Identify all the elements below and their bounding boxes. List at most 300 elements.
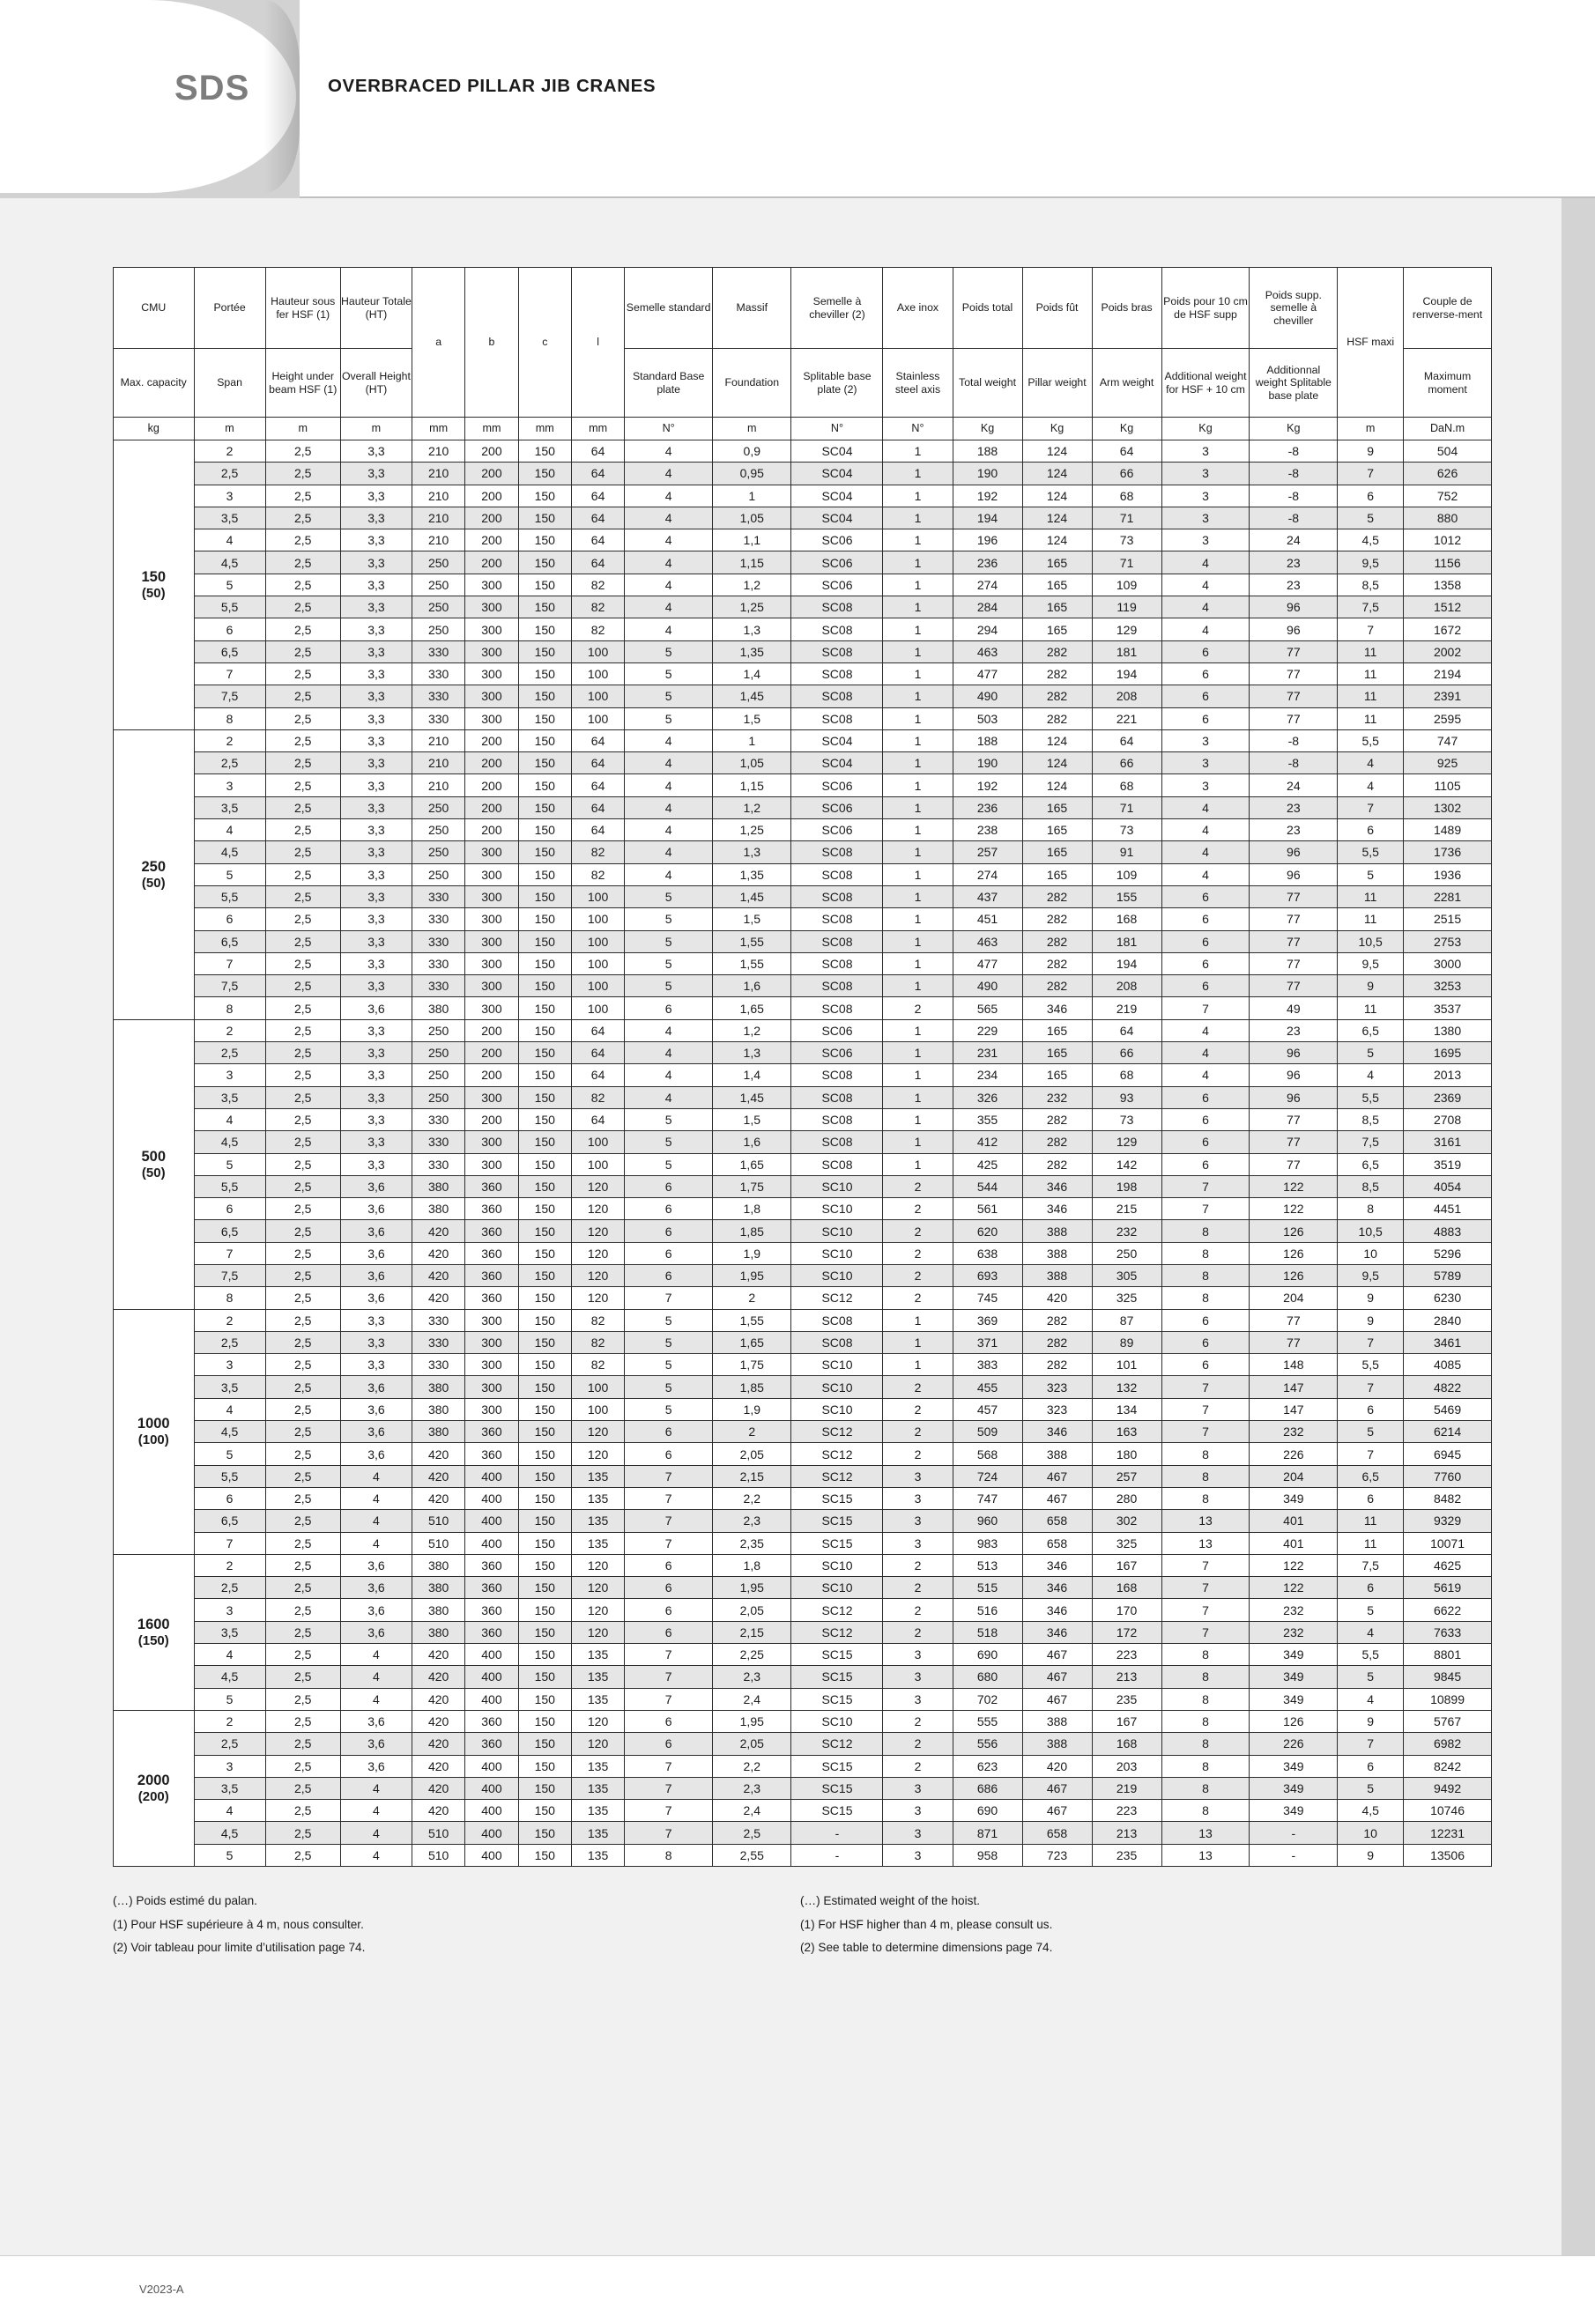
table-cell: 1 (883, 863, 953, 885)
table-cell: 4 (625, 1086, 713, 1108)
table-cell: 4 (1161, 796, 1250, 818)
table-cell: 23 (1250, 1019, 1338, 1041)
table-cell: 4,5 (194, 841, 265, 863)
table-cell: 2,5 (265, 1131, 340, 1153)
table-cell: 463 (953, 930, 1022, 952)
table-cell: 1 (883, 1086, 953, 1108)
table-cell: 1 (883, 819, 953, 841)
table-cell: 4 (625, 819, 713, 841)
table-cell: 7 (1338, 796, 1404, 818)
table-cell: 3 (883, 1487, 953, 1509)
table-cell: 250 (412, 841, 464, 863)
table-cell: 213 (1092, 1666, 1161, 1688)
table-cell: 8,5 (1338, 1175, 1404, 1197)
table-cell: 13 (1161, 1510, 1250, 1532)
table-cell: 463 (953, 640, 1022, 662)
table-cell: 64 (571, 796, 624, 818)
table-cell: 64 (571, 551, 624, 574)
table-cell: 2,5 (265, 1331, 340, 1353)
table-cell: SC08 (791, 707, 883, 729)
table-cell: 1156 (1404, 551, 1492, 574)
table-cell: 68 (1092, 485, 1161, 507)
table-cell: 1 (883, 729, 953, 751)
table-cell: 1,8 (713, 1198, 791, 1220)
table-cell: 4 (1338, 1688, 1404, 1710)
table-cell: 513 (953, 1554, 1022, 1576)
table-cell: 124 (1022, 463, 1092, 485)
table-cell: 3 (883, 1777, 953, 1799)
table-cell: 210 (412, 507, 464, 529)
table-cell: 4 (194, 1644, 265, 1666)
table-cell: 1 (883, 1064, 953, 1086)
table-cell: SC10 (791, 1354, 883, 1376)
table-row (114, 1822, 1492, 1844)
table-cell: 300 (465, 997, 518, 1019)
table-cell: 77 (1250, 1131, 1338, 1153)
table-cell: 4 (1161, 841, 1250, 863)
table-cell: 3,6 (340, 1733, 412, 1755)
table-cell: 745 (953, 1287, 1022, 1309)
table-cell: 2595 (1404, 707, 1492, 729)
table-cell: 135 (571, 1755, 624, 1777)
table-cell: 2,5 (265, 1710, 340, 1732)
table-cell: 3,6 (340, 1554, 412, 1576)
table-cell: 4 (625, 551, 713, 574)
table-cell: 400 (465, 1777, 518, 1799)
table-row (114, 1175, 1492, 1197)
th-armweight-en: Arm weight (1092, 349, 1161, 418)
table-cell: 4085 (1404, 1354, 1492, 1376)
table-cell: 2 (883, 1421, 953, 1443)
table-cell: 6 (1161, 1331, 1250, 1353)
table-cell: 5 (625, 1131, 713, 1153)
table-cell: 168 (1092, 1733, 1161, 1755)
table-cell: 2,5 (265, 1554, 340, 1576)
table-cell: 226 (1250, 1733, 1338, 1755)
table-cell: 232 (1250, 1621, 1338, 1643)
table-cell: 330 (412, 707, 464, 729)
table-cell: 282 (1022, 662, 1092, 685)
table-cell: 3,3 (340, 551, 412, 574)
table-cell: 8 (1161, 1242, 1250, 1264)
table-cell: 1,45 (713, 685, 791, 707)
table-cell: 236 (953, 551, 1022, 574)
table-row (114, 1844, 1492, 1866)
table-cell: 5 (625, 952, 713, 974)
table-cell: 1,55 (713, 1309, 791, 1331)
table-cell: 120 (571, 1710, 624, 1732)
table-cell: 2,5 (265, 796, 340, 818)
table-cell: 2194 (1404, 662, 1492, 685)
table-cell: 203 (1092, 1755, 1161, 1777)
table-row (114, 1443, 1492, 1465)
header-white-lobe (0, 0, 296, 193)
table-cell: 3 (1161, 440, 1250, 463)
table-cell: 147 (1250, 1398, 1338, 1420)
table-cell: 96 (1250, 1064, 1338, 1086)
table-cell: 3,6 (340, 1287, 412, 1309)
table-cell: 2,3 (713, 1777, 791, 1799)
table-cell: 7 (1161, 1621, 1250, 1643)
table-cell: 210 (412, 463, 464, 485)
table-cell: 5789 (1404, 1264, 1492, 1286)
table-cell: 8 (1161, 1733, 1250, 1755)
table-cell: 8 (1161, 1443, 1250, 1465)
table-cell: 82 (571, 1331, 624, 1353)
table-cell: 369 (953, 1309, 1022, 1331)
table-cell: 11 (1338, 885, 1404, 907)
table-cell: 388 (1022, 1443, 1092, 1465)
table-cell: 124 (1022, 752, 1092, 774)
table-cell: 229 (953, 1019, 1022, 1041)
table-cell: 2,5 (265, 1220, 340, 1242)
table-cell: 6 (194, 908, 265, 930)
table-cell: 5469 (1404, 1398, 1492, 1420)
table-cell: SC04 (791, 752, 883, 774)
table-cell: 2,5 (265, 1398, 340, 1420)
th-span-fr: Portée (194, 268, 265, 349)
table-cell: 1 (883, 662, 953, 685)
table-cell: 3 (883, 1644, 953, 1666)
table-cell: SC06 (791, 819, 883, 841)
table-cell: 2281 (1404, 885, 1492, 907)
table-cell: 3,3 (340, 841, 412, 863)
table-cell: 120 (571, 1577, 624, 1599)
table-cell: 2,5 (265, 1465, 340, 1487)
table-cell: 1 (883, 574, 953, 596)
table-cell: 2,4 (713, 1688, 791, 1710)
table-cell: 68 (1092, 1064, 1161, 1086)
th-b: b (465, 268, 518, 418)
table-row (114, 1131, 1492, 1153)
table-cell: SC08 (791, 618, 883, 640)
table-cell: 3000 (1404, 952, 1492, 974)
table-cell: 11 (1338, 997, 1404, 1019)
table-cell: 200 (465, 796, 518, 818)
table-cell: 2 (883, 1398, 953, 1420)
table-cell: 330 (412, 1131, 464, 1153)
table-cell: 380 (412, 1198, 464, 1220)
th-axis-fr: Axe inox (883, 268, 953, 349)
table-cell: 6945 (1404, 1443, 1492, 1465)
table-cell: 6 (1338, 1487, 1404, 1509)
table-cell: 274 (953, 863, 1022, 885)
table-cell: SC08 (791, 1086, 883, 1108)
table-cell: 87 (1092, 1309, 1161, 1331)
table-cell: 420 (412, 1644, 464, 1666)
table-cell: 6 (1161, 885, 1250, 907)
table-cell: 100 (571, 975, 624, 997)
table-cell: 2,5 (265, 1064, 340, 1086)
th-addweight-fr: Poids pour 10 cm de HSF supp (1161, 268, 1250, 349)
table-cell: 8 (1161, 1644, 1250, 1666)
table-cell: 2,5 (265, 930, 340, 952)
table-cell: 1 (713, 485, 791, 507)
table-cell: 360 (465, 1443, 518, 1465)
table-cell: 226 (1250, 1443, 1338, 1465)
table-cell: 6 (625, 1198, 713, 1220)
table-cell: 82 (571, 1086, 624, 1108)
table-cell: SC06 (791, 774, 883, 796)
table-cell: 7 (1338, 1443, 1404, 1465)
table-cell: 3,5 (194, 796, 265, 818)
table-cell: 1,85 (713, 1376, 791, 1398)
table-cell: 219 (1092, 997, 1161, 1019)
table-cell: 1012 (1404, 529, 1492, 551)
table-cell: 6 (625, 1421, 713, 1443)
table-cell: 77 (1250, 1331, 1338, 1353)
table-cell: 4 (625, 752, 713, 774)
table-cell: 200 (465, 485, 518, 507)
table-cell: 5 (1338, 1599, 1404, 1621)
table-cell: 2,05 (713, 1443, 791, 1465)
table-cell: 2,5 (194, 1733, 265, 1755)
table-cell: SC08 (791, 930, 883, 952)
table-cell: 64 (1092, 440, 1161, 463)
table-cell: 150 (518, 640, 571, 662)
capacity-group-cell (114, 1309, 195, 1554)
table-cell: 9 (1338, 1309, 1404, 1331)
table-cell: 6 (625, 1220, 713, 1242)
table-cell: 91 (1092, 841, 1161, 863)
table-cell: 349 (1250, 1487, 1338, 1509)
table-cell: 2,5 (265, 1599, 340, 1621)
table-cell: 231 (953, 1042, 1022, 1064)
table-cell: 420 (1022, 1287, 1092, 1309)
table-cell: 200 (465, 551, 518, 574)
table-cell: 401 (1250, 1510, 1338, 1532)
table-row (114, 1465, 1492, 1487)
table-cell: 7,5 (1338, 1554, 1404, 1576)
table-cell: 77 (1250, 885, 1338, 907)
table-cell: 126 (1250, 1242, 1338, 1264)
table-cell: 7 (625, 1822, 713, 1844)
table-cell: 1 (883, 618, 953, 640)
table-cell: 3537 (1404, 997, 1492, 1019)
table-cell: 5 (625, 1309, 713, 1331)
table-cell: 8 (194, 707, 265, 729)
table-row (114, 1688, 1492, 1710)
table-cell: 100 (571, 885, 624, 907)
table-cell: 2,5 (194, 1331, 265, 1353)
table-cell: SC08 (791, 1064, 883, 1086)
table-cell: 4 (625, 574, 713, 596)
unit-foundation: m (713, 418, 791, 440)
table-cell: 8 (1161, 1487, 1250, 1509)
table-cell: 2 (883, 1733, 953, 1755)
table-cell: 2,5 (265, 1175, 340, 1197)
table-cell: 2,5 (265, 1487, 340, 1509)
table-cell: 2,5 (265, 1108, 340, 1130)
table-cell: 880 (1404, 507, 1492, 529)
page-title: OVERBRACED PILLAR JIB CRANES (328, 76, 657, 96)
table-cell: 6 (1161, 908, 1250, 930)
table-cell: SC08 (791, 1309, 883, 1331)
table-cell: SC08 (791, 863, 883, 885)
table-cell: 1 (883, 485, 953, 507)
capacity-group-cell (114, 1554, 195, 1710)
table-cell: 232 (1092, 1220, 1161, 1242)
th-cmu-fr: CMU (114, 268, 195, 349)
table-cell: 2,5 (265, 1242, 340, 1264)
table-cell: 150 (518, 1666, 571, 1688)
table-cell: 6 (625, 997, 713, 1019)
table-cell: 2,5 (265, 863, 340, 885)
table-cell: 5 (1338, 1421, 1404, 1443)
table-cell: 5 (625, 685, 713, 707)
table-cell: 3,5 (194, 1777, 265, 1799)
table-cell: 9,5 (1338, 952, 1404, 974)
table-cell: 150 (518, 930, 571, 952)
table-cell: 658 (1022, 1532, 1092, 1554)
table-cell: 190 (953, 752, 1022, 774)
th-pillarweight-fr: Poids fût (1022, 268, 1092, 349)
table-cell: 437 (953, 885, 1022, 907)
table-cell: 3,5 (194, 1376, 265, 1398)
unit-addsplit: Kg (1250, 418, 1338, 440)
table-cell: 300 (465, 685, 518, 707)
table-cell: 6 (1161, 975, 1250, 997)
table-cell: 1380 (1404, 1019, 1492, 1041)
table-cell: 3,6 (340, 1198, 412, 1220)
table-cell: 6 (1161, 1153, 1250, 1175)
table-cell: 1695 (1404, 1042, 1492, 1064)
table-cell: 555 (953, 1710, 1022, 1732)
table-cell: 232 (1250, 1599, 1338, 1621)
table-cell: 2 (883, 1443, 953, 1465)
table-cell: 1,95 (713, 1577, 791, 1599)
table-cell: 2,05 (713, 1599, 791, 1621)
table-cell: 6 (1161, 1131, 1250, 1153)
table-cell: 150 (518, 1198, 571, 1220)
table-cell: 135 (571, 1666, 624, 1688)
table-cell: 380 (412, 1376, 464, 1398)
table-cell: 6 (625, 1599, 713, 1621)
table-cell: 126 (1250, 1710, 1338, 1732)
table-cell: 330 (412, 1331, 464, 1353)
table-cell: 210 (412, 485, 464, 507)
table-cell: 3,3 (340, 885, 412, 907)
table-cell: 360 (465, 1220, 518, 1242)
table-cell: SC08 (791, 1131, 883, 1153)
table-cell: 215 (1092, 1198, 1161, 1220)
table-cell: 1358 (1404, 574, 1492, 596)
capacity-group-cell (114, 1019, 195, 1309)
table-cell: 100 (571, 930, 624, 952)
table-cell: 150 (518, 1733, 571, 1755)
table-cell: 1 (883, 952, 953, 974)
table-cell: 6622 (1404, 1599, 1492, 1621)
table-cell: 2,5 (265, 885, 340, 907)
table-cell: 135 (571, 1777, 624, 1799)
table-cell: 4 (340, 1532, 412, 1554)
table-cell: 150 (518, 485, 571, 507)
table-cell: 1 (883, 640, 953, 662)
table-cell: 64 (571, 1042, 624, 1064)
table-cell: 747 (953, 1487, 1022, 1509)
table-row (114, 1554, 1492, 1576)
table-cell: 1 (883, 1354, 953, 1376)
table-cell: 2 (883, 1755, 953, 1777)
table-cell: 4 (340, 1644, 412, 1666)
table-cell: 120 (571, 1264, 624, 1286)
table-cell: 5,5 (194, 1175, 265, 1197)
table-cell: 3 (194, 1599, 265, 1621)
table-cell: 9 (1338, 1844, 1404, 1866)
table-cell: 8 (1161, 1220, 1250, 1242)
th-axis-en: Stainless steel axis (883, 349, 953, 418)
table-cell: 349 (1250, 1644, 1338, 1666)
table-cell: 66 (1092, 752, 1161, 774)
table-cell: 135 (571, 1487, 624, 1509)
table-cell: 82 (571, 618, 624, 640)
table-cell: 467 (1022, 1465, 1092, 1487)
table-cell: 4 (340, 1465, 412, 1487)
table-cell: 9 (1338, 1710, 1404, 1732)
table-cell: 235 (1092, 1688, 1161, 1710)
table-cell: 6 (625, 1621, 713, 1643)
table-cell: 7 (194, 662, 265, 685)
table-cell: 7 (1161, 1175, 1250, 1197)
table-cell: 150 (518, 1599, 571, 1621)
th-hsf-fr: Hauteur sous fer HSF (1) (265, 268, 340, 349)
table-cell: SC08 (791, 975, 883, 997)
table-cell: 64 (1092, 729, 1161, 751)
table-cell: 1,3 (713, 1042, 791, 1064)
table-cell: 68 (1092, 774, 1161, 796)
table-cell: 1 (883, 975, 953, 997)
table-cell: 412 (953, 1131, 1022, 1153)
table-cell: 380 (412, 1577, 464, 1599)
table-cell: 300 (465, 1309, 518, 1331)
table-cell: 3 (1161, 507, 1250, 529)
table-cell: 2,2 (713, 1487, 791, 1509)
table-cell: 6 (1161, 707, 1250, 729)
table-cell: 10,5 (1338, 1220, 1404, 1242)
table-cell: 2,5 (265, 841, 340, 863)
table-cell: 620 (953, 1220, 1022, 1242)
table-cell: 400 (465, 1532, 518, 1554)
table-cell: 77 (1250, 707, 1338, 729)
table-cell: 200 (465, 774, 518, 796)
unit-baseplate: N° (625, 418, 713, 440)
table-cell: 1,2 (713, 1019, 791, 1041)
table-cell: 23 (1250, 796, 1338, 818)
table-cell: 4 (340, 1666, 412, 1688)
table-cell: 2,5 (265, 1822, 340, 1844)
table-cell: 400 (465, 1666, 518, 1688)
table-cell: 349 (1250, 1800, 1338, 1822)
table-cell: 150 (518, 1220, 571, 1242)
table-cell: SC15 (791, 1644, 883, 1666)
table-cell: 420 (412, 1220, 464, 1242)
table-cell: 510 (412, 1822, 464, 1844)
table-cell: 1,5 (713, 908, 791, 930)
table-row (114, 1398, 1492, 1420)
table-row (114, 774, 1492, 796)
table-cell: 2002 (1404, 640, 1492, 662)
table-cell: 380 (412, 1398, 464, 1420)
table-cell: 7 (625, 1287, 713, 1309)
table-cell: 2,55 (713, 1844, 791, 1866)
table-cell: 5 (1338, 863, 1404, 885)
table-cell: 204 (1250, 1465, 1338, 1487)
table-cell: 282 (1022, 685, 1092, 707)
table-cell: 9845 (1404, 1666, 1492, 1688)
table-cell: 135 (571, 1510, 624, 1532)
table-cell: 170 (1092, 1599, 1161, 1621)
table-cell: 3,3 (340, 729, 412, 751)
